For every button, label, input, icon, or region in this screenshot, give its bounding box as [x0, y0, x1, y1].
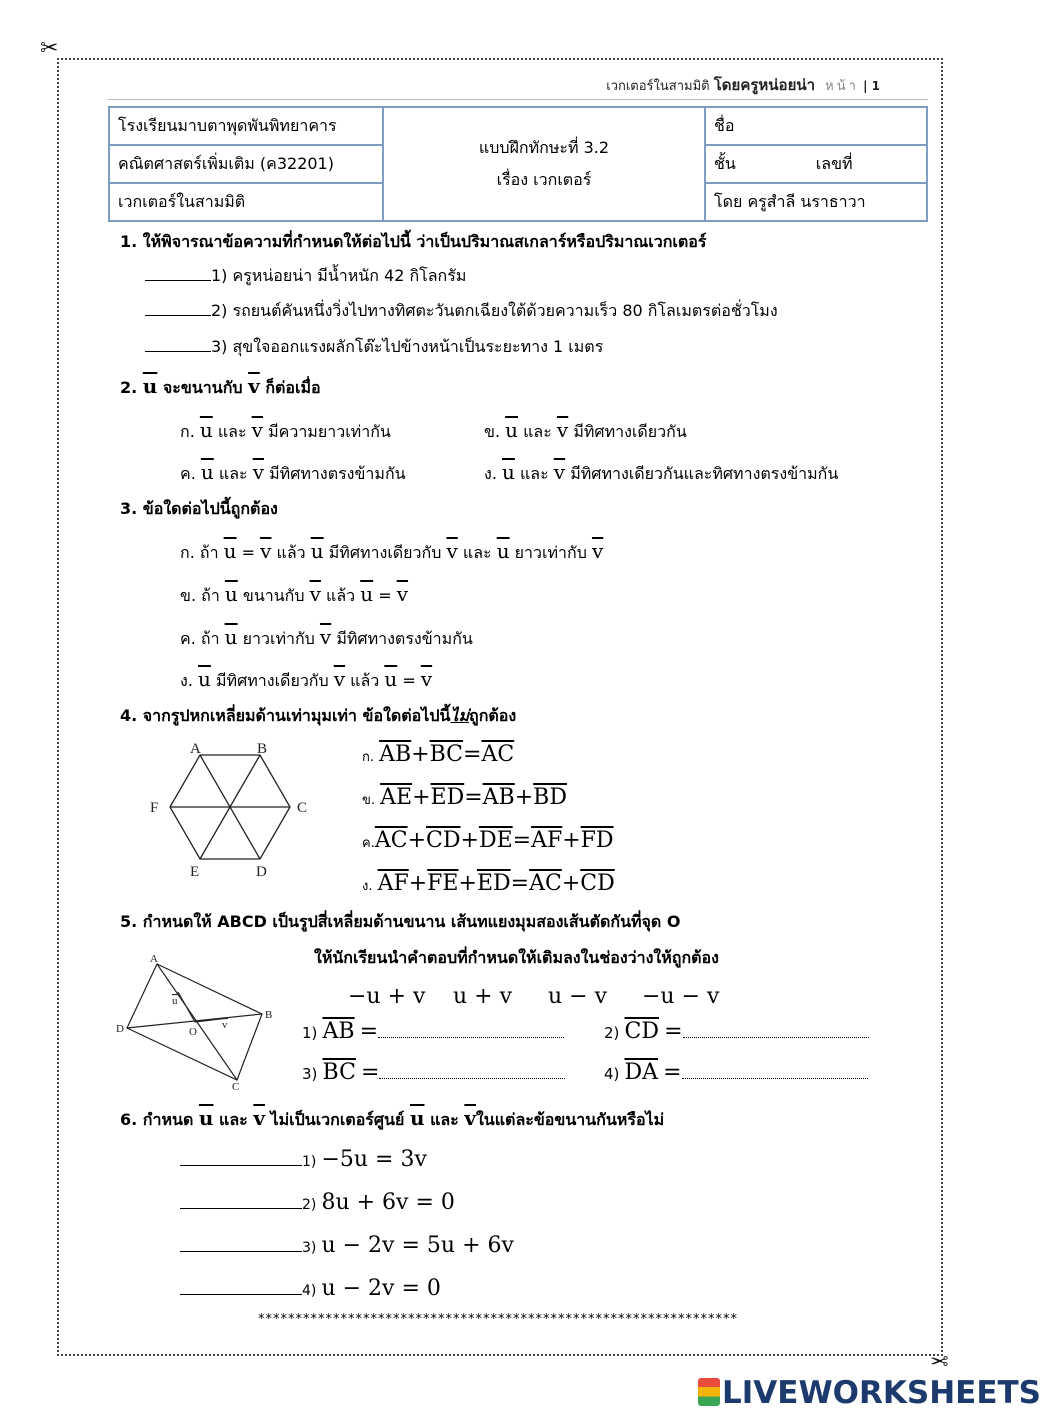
answer-blank[interactable] [379, 1067, 565, 1079]
q1-title: 1. ให้พิจารณาข้อความที่กำหนดให้ต่อไปนี้ ว่าเป็นปริมาณสเกลาร์หรือปริมาณเวกเตอร์ [120, 232, 707, 251]
hexagon-diagram [140, 735, 330, 885]
answer-blank[interactable] [682, 1067, 868, 1079]
course-cell: คณิตศาสตร์เพิ่มเติม (ค32201) [109, 145, 383, 183]
end-separator: **************************************************************** [258, 1312, 738, 1327]
q5-option: −u + v [348, 984, 426, 1009]
q2-choice-b[interactable]: ข. $\overline{u}$ และ $\overline{v}$ มีทิศทางเดียวกัน [484, 418, 687, 442]
page-header [606, 73, 880, 97]
class-cell[interactable]: ชั้น เลขที่ [705, 145, 927, 183]
vector-label: v [222, 1019, 228, 1031]
vertex-label: F [150, 800, 159, 816]
school-cell: โรงเรียนมาบตาพุดพันพิทยาคาร [109, 107, 383, 145]
q6-item-4: 4) u − 2v = 0 [180, 1276, 441, 1301]
vertex-label: D [256, 864, 267, 880]
q5-title: 5. กำหนดให้ ABCD เป็นรูปสี่เหลี่ยมด้านขนาน เส้นทแยงมุมสองเส้นตัดกันที่จุด O [120, 912, 681, 931]
info-table [108, 106, 928, 222]
q4-title: 4. จากรูปหกเหลี่ยมด้านเท่ามุมเท่า ข้อใดต่อไปนี้ไม่ถูกต้อง [120, 706, 517, 725]
q5-instruction: ให้นักเรียนนำคำตอบที่กำหนดให้เติมลงในช่องว่างให้ถูกต้อง [314, 948, 719, 967]
q1-item: 1) ครูหน่อยน่า มีน้ำหนัก 42 กิโลกรัม [145, 264, 466, 289]
logo-icon [698, 1378, 720, 1406]
exercise-subject: เรื่อง เวกเตอร์ [496, 170, 592, 189]
header-divider [108, 99, 928, 100]
vertex-label: E [190, 864, 200, 880]
q4-choice-b[interactable]: ข. $\overline{AE}+\overline{ED}=\overline{AB}+\overline{BD}$ [362, 785, 567, 810]
unit-cell: เวกเตอร์ในสามมิติ [109, 183, 383, 221]
answer-blank[interactable] [180, 1152, 302, 1166]
vertex-label: D [116, 1023, 124, 1035]
answer-blank[interactable] [145, 338, 211, 352]
answer-blank[interactable] [378, 1026, 564, 1038]
header-page-number: | 1 [863, 79, 880, 93]
vector-label: u [172, 995, 178, 1007]
q2-choice-c[interactable]: ค. $\overline{u}$ และ $\overline{v}$ มีทิศทางตรงข้ามกัน [180, 460, 406, 484]
q3-choice-c[interactable]: ค. ถ้า $\overline{u}$ ยาวเท่ากับ $\overline{v}$ มีทิศทางตรงข้ามกัน [180, 625, 473, 649]
teacher-cell: โดย ครูสำลี นราธาวา [705, 183, 927, 221]
q5-option: u + v [453, 984, 513, 1009]
logo-text: LIVEWORKSHEETS [722, 1375, 1041, 1411]
q5-item-2: 2) $\overline{CD}$ = [604, 1019, 869, 1044]
q6-item-2: 2) 8u + 6v = 0 [180, 1190, 455, 1215]
q4-choice-d[interactable]: ง. $\overline{AF}+\overline{FE}+\overline{ED}=\overline{AC}+\overline{CD}$ [362, 871, 615, 896]
q5-option: u − v [548, 984, 608, 1009]
q6-title: 6. กำหนด $\overline{u}$ และ $\overline{v}$ ไม่เป็นเวกเตอร์ศูนย์ $\overline{u}$ และ $\overline{v}$ในแต่ละข้อขนานกันหรือไม่ [120, 1106, 665, 1130]
scissors-icon: ✂ [40, 36, 59, 61]
q5-item-1: 1) $\overline{AB}$ = [302, 1019, 564, 1044]
answer-blank[interactable] [180, 1238, 302, 1252]
exercise-cell [383, 107, 705, 221]
parallelogram-diagram [112, 952, 282, 1092]
vertex-label: B [257, 741, 268, 757]
header-author: โดยครูหน่อยน่า [713, 76, 816, 94]
q3-choice-d[interactable]: ง. $\overline{u}$ มีทิศทางเดียวกับ $\overline{v}$ แล้ว $\overline{u} = \overline{v}$ [180, 667, 433, 691]
vertex-label: C [232, 1081, 240, 1093]
vertex-label: C [297, 800, 308, 816]
point-label: O [189, 1026, 197, 1038]
name-cell[interactable]: ชื่อ [705, 107, 927, 145]
header-page-label: หน้า [825, 79, 859, 94]
q4-choice-a[interactable]: ก. $\overline{AB}+\overline{BC}=\overline{AC}$ [362, 742, 515, 767]
scissors-icon: ✂ [930, 1350, 949, 1375]
q2-choice-a[interactable]: ก. $\overline{u}$ และ $\overline{v}$ มีความยาวเท่ากัน [180, 418, 391, 442]
vector-u-arrow [178, 992, 195, 1022]
q1-item: 3) สุขใจออกแรงผลักโต๊ะไปข้างหน้าเป็นระยะทาง 1 เมตร [145, 335, 603, 360]
q3-choice-b[interactable]: ข. ถ้า $\overline{u}$ ขนานกับ $\overline{v}$ แล้ว $\overline{u} = \overline{v}$ [180, 582, 409, 606]
q6-item-3: 3) u − 2v = 5u + 6v [180, 1233, 514, 1258]
answer-blank[interactable] [180, 1195, 302, 1209]
q5-item-4: 4) $\overline{DA}$ = [604, 1060, 868, 1085]
q2-title: 2. $\overline{u}$ จะขนานกับ $\overline{v}$ ก็ต่อเมื่อ [120, 374, 321, 398]
answer-blank[interactable] [145, 267, 211, 281]
q5-item-3: 3) $\overline{BC}$ = [302, 1060, 565, 1085]
vertex-label: A [190, 741, 201, 757]
q2-choice-d[interactable]: ง. $\overline{u}$ และ $\overline{v}$ มีทิศทางเดียวกันและทิศทางตรงข้ามกัน [484, 460, 839, 484]
exercise-title: แบบฝึกทักษะที่ 3.2 [478, 138, 610, 157]
q5-option: −u − v [642, 984, 720, 1009]
q1-item: 2) รถยนต์คันหนึ่งวิ่งไปทางทิศตะวันตกเฉียงใต้ด้วยความเร็ว 80 กิโลเมตรต่อชั่วโมง [145, 299, 778, 324]
header-topic: เวกเตอร์ในสามมิติ [606, 79, 710, 94]
answer-blank[interactable] [180, 1281, 302, 1295]
answer-blank[interactable] [683, 1026, 869, 1038]
vertex-label: B [265, 1009, 273, 1021]
q4-choice-c[interactable]: ค$.\overline{AC}+\overline{CD}+\overline{DE}=\overline{AF}+\overline{FD}$ [362, 828, 614, 853]
answer-blank[interactable] [145, 302, 211, 316]
q6-item-1: 1) −5u = 3v [180, 1147, 427, 1172]
q3-title: 3. ข้อใดต่อไปนี้ถูกต้อง [120, 499, 278, 518]
q3-choice-a[interactable]: ก. ถ้า $\overline{u} = \overline{v}$ แล้ว $\overline{u}$ มีทิศทางเดียวกับ $\overline{v}$ และ $\overline{u}$ ยาวเท่ากับ $\overline{v}$ [180, 539, 604, 563]
liveworksheets-logo[interactable] [698, 1375, 1041, 1411]
vertex-label: A [150, 953, 158, 965]
